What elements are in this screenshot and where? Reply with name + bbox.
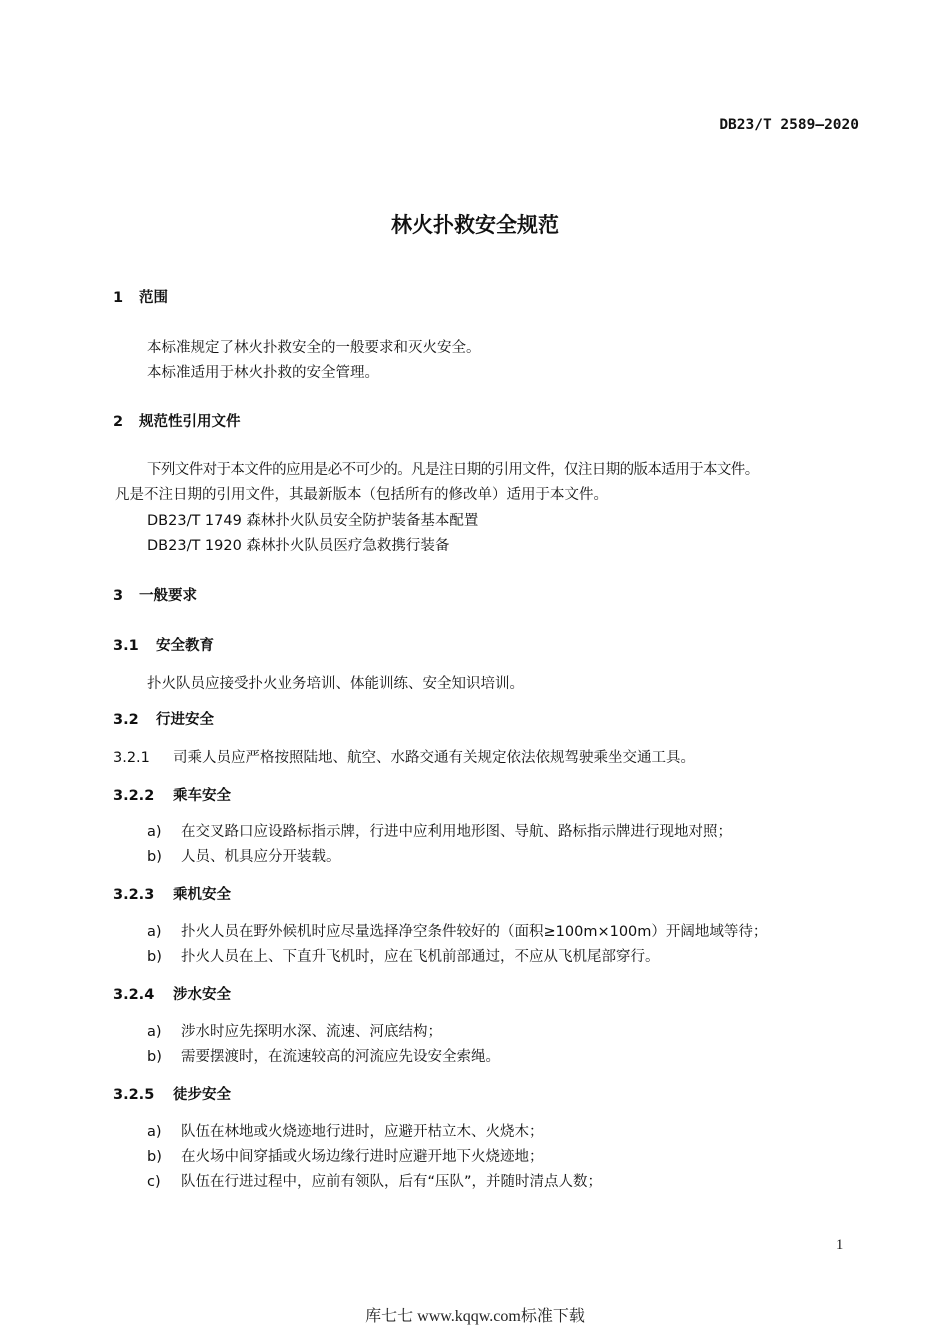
reference-item: DB23/T 1749 森林扑火队员安全防护装备基本配置 [147, 513, 479, 529]
list-label: a) [147, 1124, 162, 1140]
paragraph: 本标准规定了林火扑救安全的一般要求和灭火安全。 [147, 340, 481, 356]
clause-title: 徒步安全 [173, 1087, 231, 1103]
section-number: 2 [113, 414, 124, 430]
list-item: 扑火人员在上、下直升飞机时，应在飞机前部通过，不应从飞机尾部穿行。 [181, 949, 660, 965]
list-label: b) [147, 949, 162, 965]
list-item: 在交叉路口应设路标指示牌，行进中应利用地形图、导航、路标指示牌进行现地对照； [181, 824, 732, 840]
document-code: DB23/T 2589—2020 [719, 117, 859, 133]
clause-number: 3.2.2 [113, 788, 155, 804]
list-label: c) [147, 1174, 161, 1190]
page-number: 1 [836, 1237, 844, 1253]
section-title: 范围 [139, 290, 168, 306]
section-title: 规范性引用文件 [139, 414, 241, 430]
list-item: 人员、机具应分开装载。 [181, 849, 341, 865]
list-label: b) [147, 1049, 162, 1065]
footer-watermark: 库七七 www.kqqw.com标准下载 [365, 1308, 585, 1325]
list-label: a) [147, 824, 162, 840]
page-title: 林火扑救安全规范 [391, 213, 559, 237]
list-item: 队伍在行进过程中，应前有领队，后有“压队”，并随时清点人数； [181, 1174, 603, 1190]
clause-number: 3.2.1 [113, 750, 150, 766]
list-item: 队伍在林地或火烧迹地行进时，应避开枯立木、火烧木； [181, 1124, 544, 1140]
list-item: 在火场中间穿插或火场边缘行进时应避开地下火烧迹地； [181, 1149, 544, 1165]
paragraph: 下列文件对于本文件的应用是必不可少的。凡是注日期的引用文件，仅注日期的版本适用于本文件。 [147, 462, 759, 478]
paragraph: 本标准适用于林火扑救的安全管理。 [147, 365, 379, 381]
list-item: 涉水时应先探明水深、流速、河底结构； [181, 1024, 442, 1040]
subsection-number: 3.2 [113, 712, 139, 728]
list-label: a) [147, 1024, 162, 1040]
clause-title: 涉水安全 [173, 987, 231, 1003]
list-label: b) [147, 1149, 162, 1165]
paragraph: 凡是不注日期的引用文件，其最新版本（包括所有的修改单）适用于本文件。 [115, 487, 608, 503]
section-number: 3 [113, 588, 124, 604]
section-number: 1 [113, 290, 124, 306]
clause-text: 司乘人员应严格按照陆地、航空、水路交通有关规定依法依规驾驶乘坐交通工具。 [173, 750, 695, 766]
paragraph: 扑火队员应接受扑火业务培训、体能训练、安全知识培训。 [147, 676, 524, 692]
reference-item: DB23/T 1920 森林扑火队员医疗急救携行装备 [147, 538, 450, 554]
list-label: b) [147, 849, 162, 865]
section-title: 一般要求 [139, 588, 197, 604]
list-item: 需要摆渡时，在流速较高的河流应先设安全索绳。 [181, 1049, 500, 1065]
clause-title: 乘车安全 [173, 788, 231, 804]
clause-number: 3.2.3 [113, 887, 155, 903]
list-item: 扑火人员在野外候机时应尽量选择净空条件较好的（面积≥100m×100m）开阔地域等待； [181, 924, 768, 940]
subsection-title: 行进安全 [156, 712, 214, 728]
list-label: a) [147, 924, 162, 940]
subsection-number: 3.1 [113, 638, 139, 654]
clause-number: 3.2.5 [113, 1087, 155, 1103]
clause-number: 3.2.4 [113, 987, 155, 1003]
subsection-title: 安全教育 [156, 638, 214, 654]
clause-title: 乘机安全 [173, 887, 231, 903]
